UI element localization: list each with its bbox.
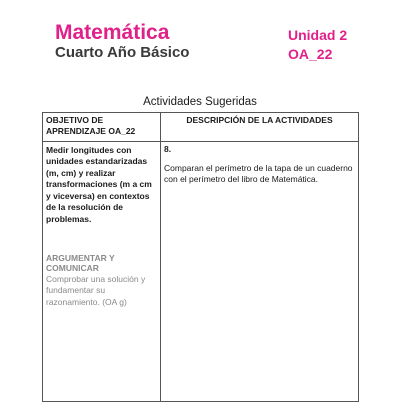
skill-description: Comprobar una solución y fundamentar su razonamiento. (OA g) [46, 273, 146, 307]
unit-label: Unidad 2 [288, 27, 348, 43]
description-header: DESCRIPCIÓN DE LA ACTIVIDADES [186, 115, 333, 125]
table-row [43, 142, 359, 402]
objective-header: OBJETIVO DE APRENDIZAJE OA_22 [46, 115, 136, 136]
section-title: Actividades Sugeridas [143, 96, 257, 108]
table-header-row [43, 113, 359, 142]
page-title: Matemática [55, 21, 170, 44]
activities-table [42, 112, 359, 402]
activity-cell [161, 142, 359, 402]
activity-text: Comparan el perímetro de la tapa de un cuaderno con el perímetro del libro de Matemática. [164, 163, 353, 185]
objective-header-cell [43, 113, 161, 142]
objective-text: Medir longitudes con unidades estandarizadas (m, cm) y realizar transformaciones (m a cm y viceversa) en contextos de la resolución de problemas. [46, 145, 152, 224]
description-header-cell [161, 113, 359, 142]
activity-number: 8. [164, 144, 172, 154]
grade-subtitle: Cuarto Año Básico [55, 44, 190, 61]
oa-code-label: OA_22 [288, 46, 333, 62]
skill-title: ARGUMENTAR Y COMUNICAR [46, 253, 115, 274]
objective-cell [43, 142, 161, 402]
